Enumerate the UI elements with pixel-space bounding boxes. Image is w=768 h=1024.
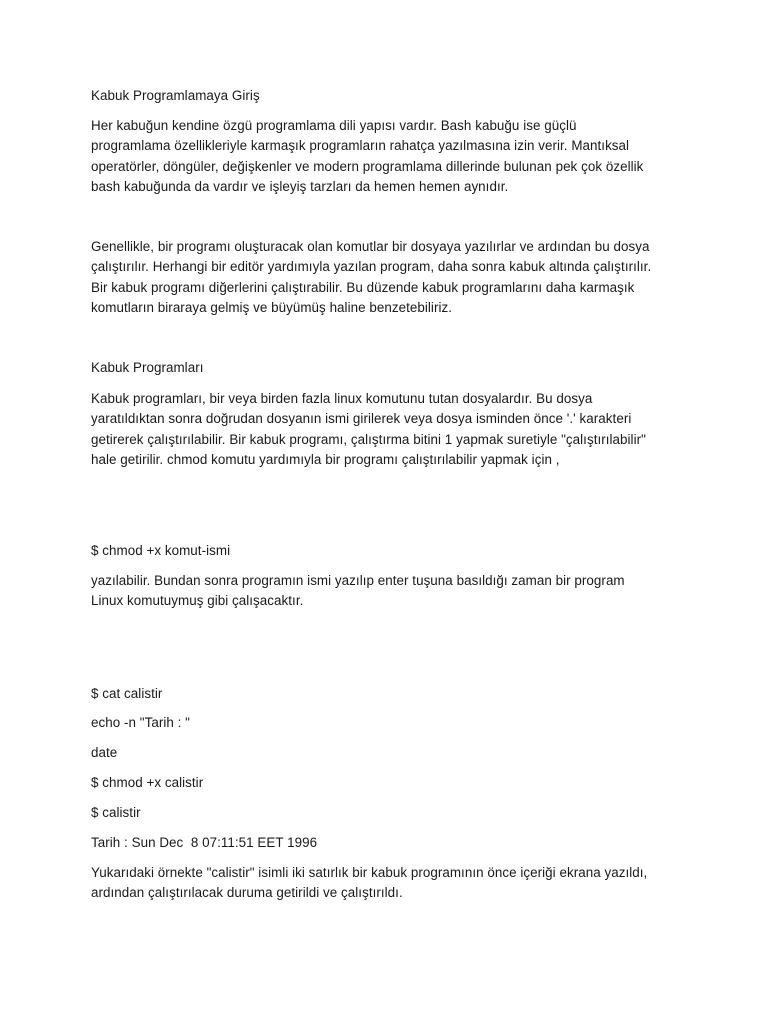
programs-paragraph: Kabuk programları, bir veya birden fazla linux komutunu tutan dosyalardır. Bu dosya yaratıldıktan sonra doğrudan dosyanın ismi girilerek veya dosya isminden önce '.' karakteri getirerek çalıştırılabilir. Bir kabuk programı, çalıştırma bitini 1 yapmak suretiyle "çalıştırılabilir" hale getirilir. chmod komutu yardımıyla bir programı çalıştırılabilir yapmak için ,	[91, 391, 646, 467]
code-line: $ calistir	[91, 805, 141, 820]
general-paragraph: Genellikle, bir programı oluşturacak olan komutlar bir dosyaya yazılırlar ve ardından bu dosya çalıştırılır. Herhangi bir editör yardımıyla yazılan program, daha sonra kabuk altında çalıştırılır. Bir kabuk programı diğerlerini çalıştırabilir. Bu düzende kabuk programlarını daha karmaşık komutların biraraya gelmiş ve büyümüş haline benzetebiliriz.	[91, 239, 652, 315]
section-heading: Kabuk Programları	[91, 360, 204, 375]
code-line: $ chmod +x calistir	[91, 775, 204, 790]
intro-paragraph: Her kabuğun kendine özgü programlama dili yapısı vardır. Bash kabuğu ise güçlü programlama özellikleriyle karmaşık programların rahatça yazılmasına izin verir. Mantıksal operatörler, döngüler, değişkenler ve modern programlama dillerinde bulunan pek çok özellik bash kabuğunda da vardır ve işleyiş tarzları da hemen hemen aynıdır.	[91, 118, 644, 194]
code-line: echo -n "Tarih : "	[91, 715, 190, 730]
chmod-command-line: $ chmod +x komut-ismi	[91, 543, 231, 558]
code-line: date	[91, 745, 118, 760]
document-title: Kabuk Programlamaya Giriş	[91, 88, 260, 103]
after-chmod-paragraph: yazılabilir. Bundan sonra programın ismi yazılıp enter tuşuna basıldığı zaman bir program Linux komutuymuş gibi çalışacaktır.	[91, 573, 625, 609]
closing-paragraph: Yukarıdaki örnekte "calistir" isimli iki satırlık bir kabuk programının önce içeriği ekrana yazıldı, ardından çalıştırılacak duruma getirildi ve çalıştırıldı.	[91, 865, 648, 901]
code-line: $ cat calistir	[91, 686, 163, 701]
code-output-line: Tarih : Sun Dec 8 07:11:51 EET 1996	[91, 835, 318, 850]
